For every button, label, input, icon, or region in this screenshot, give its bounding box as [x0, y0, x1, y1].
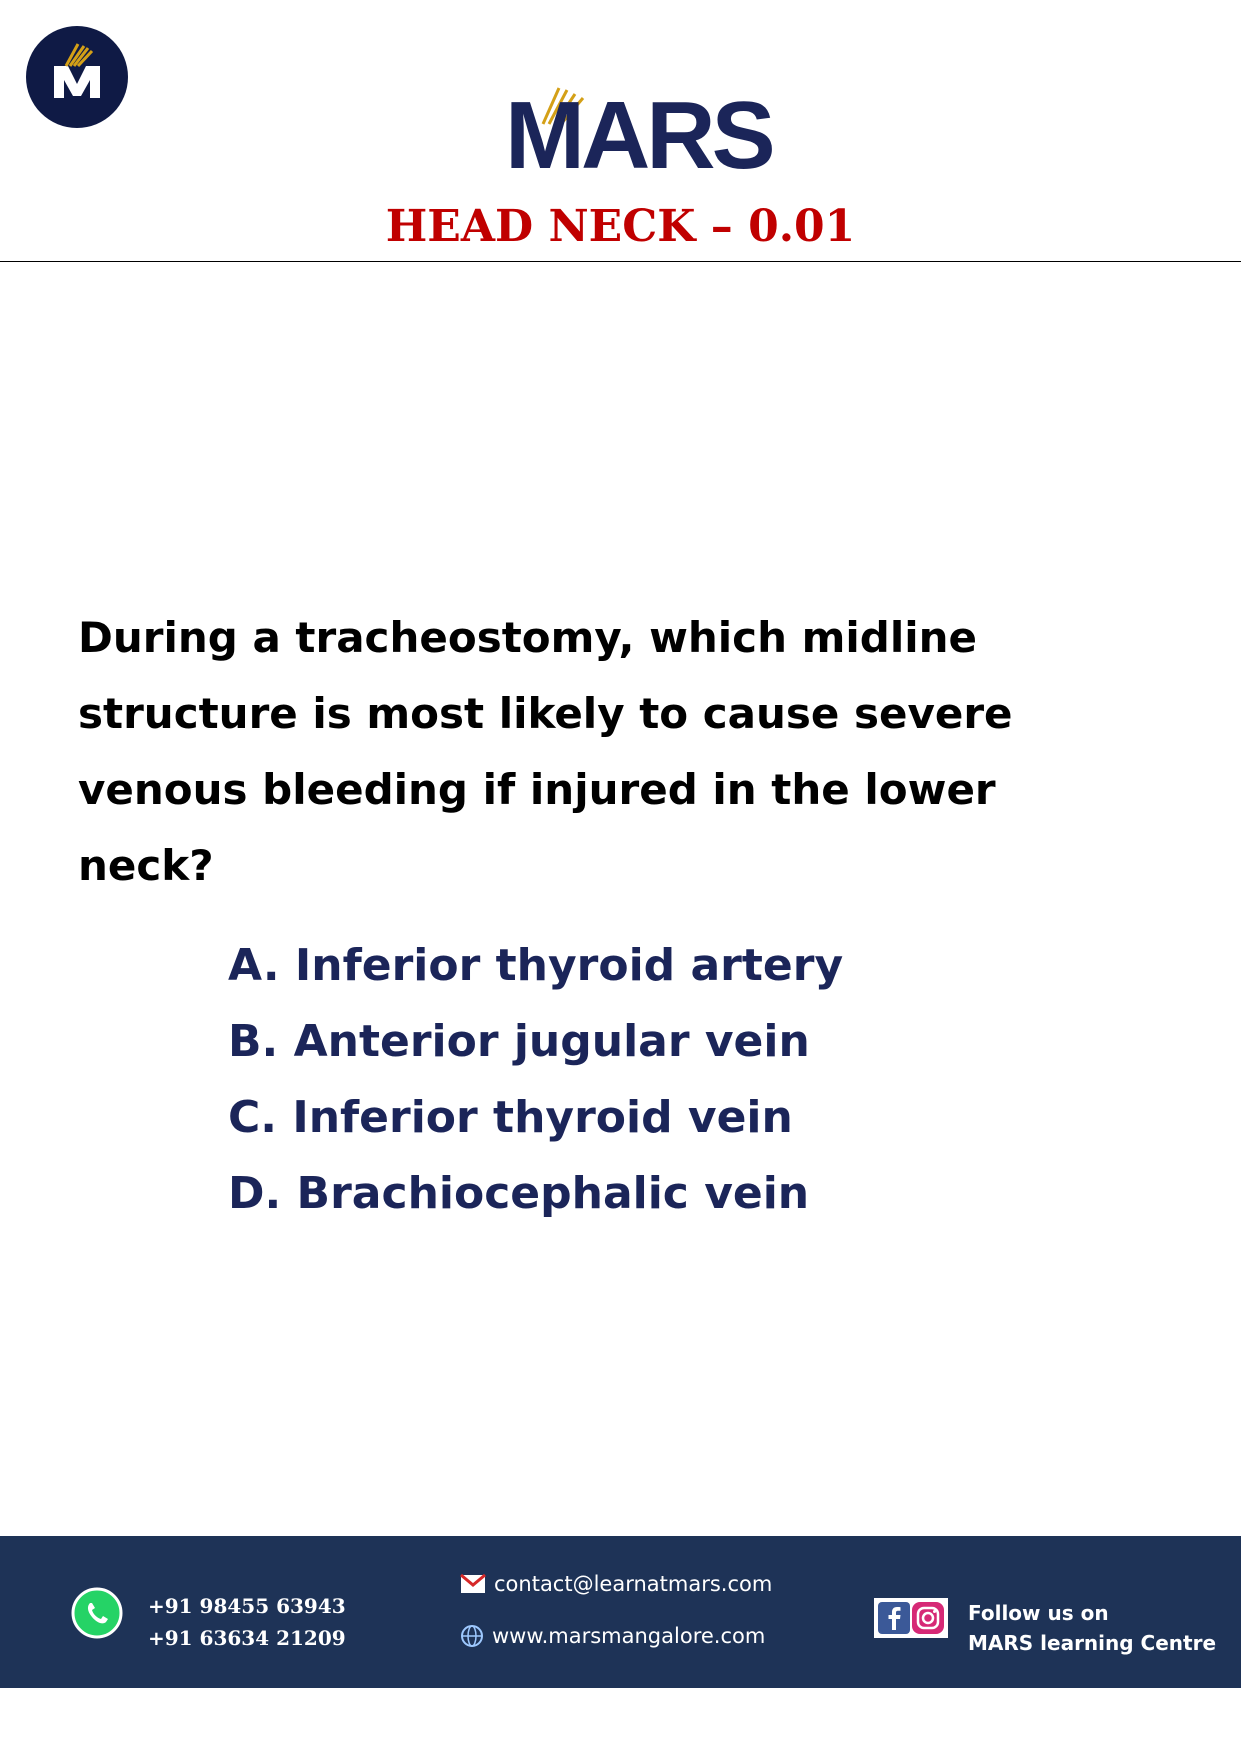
footer	[0, 1536, 1241, 1688]
email-link[interactable]: contact@learnatmars.com	[494, 1572, 773, 1596]
phone-numbers	[148, 1590, 346, 1654]
mars-logo-icon	[26, 26, 128, 128]
whatsapp-icon	[70, 1586, 124, 1640]
follow-line-2[interactable]: MARS learning Centre	[968, 1631, 1217, 1655]
option-b: B. Anterior jugular vein	[228, 1016, 810, 1067]
email-row[interactable]	[460, 1572, 772, 1596]
question-text: During a tracheostomy, which midline structure is most likely to cause severe venous bleeding if injured in the lower neck?	[78, 613, 1013, 890]
option-d: D. Brachiocephalic vein	[228, 1168, 810, 1219]
follow-line-1: Follow us on	[968, 1601, 1109, 1625]
phone-1[interactable]: +91 98455 63943	[148, 1594, 346, 1618]
website-link[interactable]: www.marsmangalore.com	[492, 1624, 766, 1648]
brand-logo	[505, 82, 772, 189]
website-row[interactable]	[460, 1624, 765, 1648]
page-title: HEAD NECK – 0.01	[385, 201, 856, 252]
phone-2[interactable]: +91 63634 21209	[148, 1626, 346, 1650]
instagram-icon[interactable]	[912, 1602, 944, 1634]
options-list	[228, 928, 843, 1232]
option-a: A. Inferior thyroid artery	[228, 940, 844, 991]
follow-text	[968, 1598, 1216, 1658]
mail-icon	[460, 1574, 486, 1594]
globe-icon	[460, 1624, 484, 1648]
header-divider	[0, 261, 1241, 262]
facebook-icon[interactable]	[878, 1602, 910, 1634]
brand-name: MARS	[505, 82, 772, 189]
social-icons	[874, 1598, 948, 1638]
option-c: C. Inferior thyroid vein	[228, 1092, 793, 1143]
